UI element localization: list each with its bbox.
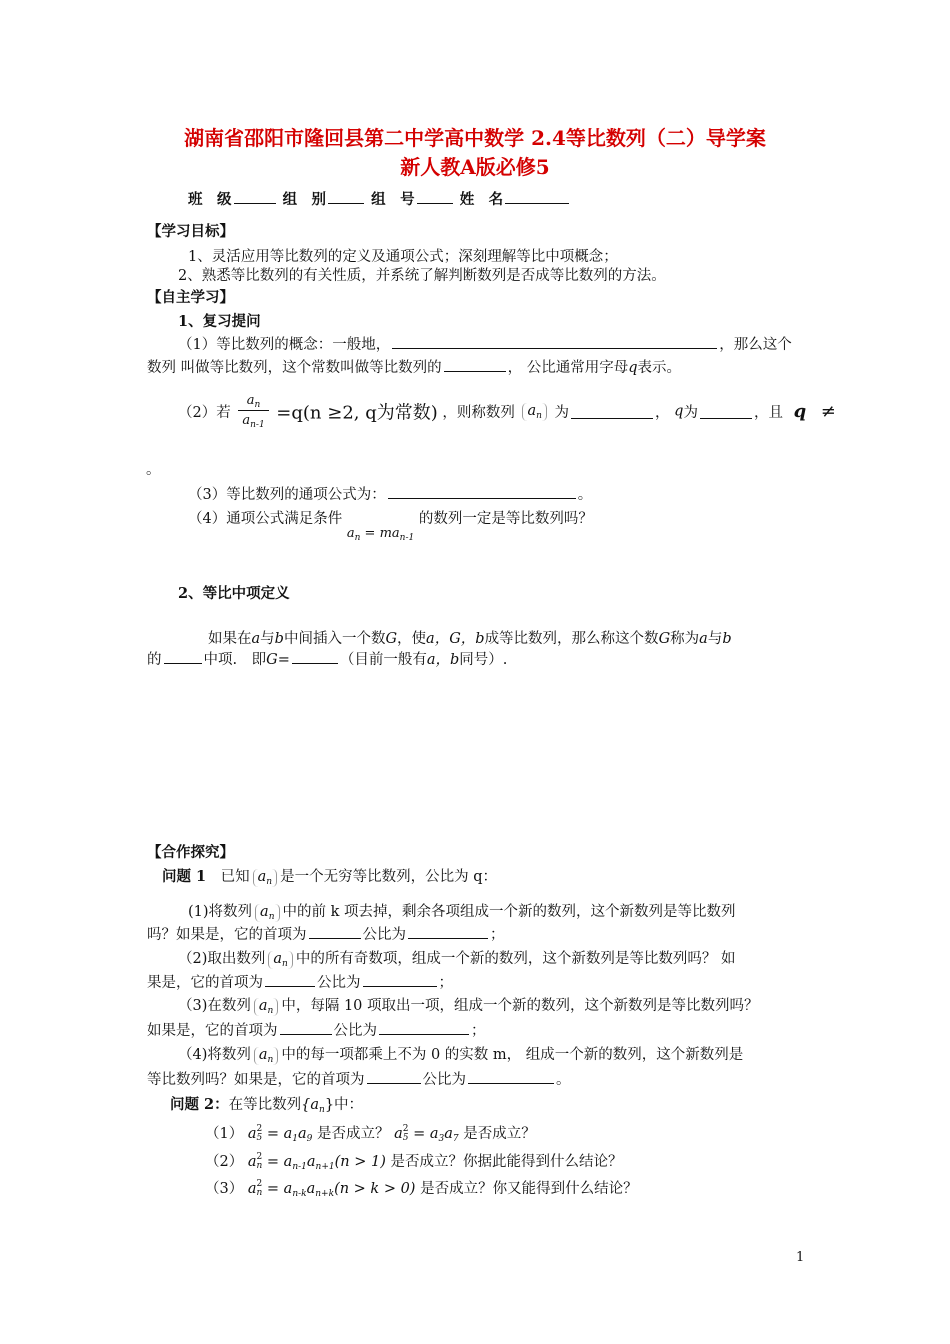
problem2-row1: （1） a 2 5 = $a_1a_9$ 是否成立？ a 2 5 = $a_3a_7$ 是否成立？	[205, 1124, 536, 1144]
class-blank[interactable]	[234, 189, 276, 204]
group-no-label: 组 号	[371, 191, 415, 208]
problem2-row2: （2） a 2 n = $a_{n-1}a_{n+1}(n > 1)$ 是否成立？你据此能得到什么结论？	[205, 1152, 623, 1172]
p1-s2-blank-ratio[interactable]	[363, 972, 437, 987]
p1-s3-line1: （3)在数列 $a_n$ 中，每隔 10 项取出一项，组成一个新的数列，这个新数列是等比数列吗？	[178, 998, 759, 1016]
p1-s3-line2: 如果是，它的首项为 公比为 ；	[147, 1019, 486, 1040]
section-self-study: 【自主学习】	[147, 289, 234, 306]
q4-formula: $a_n = ma_{n-1}$	[346, 526, 415, 543]
problem2-intro: 问题 2：在等比数列$\{a_n\}$中：	[170, 1096, 364, 1115]
section-coop: 【合作探究】	[147, 844, 234, 861]
p1-sequence: $a_n$	[253, 869, 277, 887]
middle-para-line2: 的 中项. 即G= （目前一般有a，b同号）.	[147, 648, 507, 669]
q1-blank-definition[interactable]	[392, 334, 717, 349]
q2-equation: =q(n ≥2, q为常数)	[276, 402, 438, 424]
q2-end-mark: 。	[146, 462, 161, 478]
header-fields	[188, 188, 571, 209]
p1-s2-blank-first[interactable]	[265, 972, 315, 987]
p1-s1-line1: (1)将数列 $a_n$ 中的前 k 项去掉，剩余各项组成一个新的数列，这个新数列是等比数列	[188, 904, 736, 922]
middle-heading: 2、等比中项定义	[178, 585, 290, 602]
review-q3: （3）等比数列的通项公式为： 。	[188, 483, 592, 504]
q2-fraction: $\frac{a_n}{a_{n-1}}$	[238, 393, 268, 430]
title-line-1: 湖南省邵阳市隆回县第二中学高中数学 2.4等比数列（二）导学案	[184, 126, 766, 150]
q2-sequence: $a_n$	[522, 403, 546, 421]
p1-s3-blank-first[interactable]	[280, 1020, 332, 1035]
p1-s1-blank-ratio[interactable]	[408, 924, 488, 939]
p1-s4-blank-ratio[interactable]	[468, 1069, 554, 1084]
group-label: 组 别	[282, 191, 327, 208]
q2-blank-q[interactable]	[700, 404, 752, 419]
problem2-row3: （3） a 2 n = $a_{n-k}a_{n+k}(n > k > 0)$ 是否成立？你又能得到什么结论？	[205, 1179, 638, 1199]
p1-s2-line1: （2)取出数列 $a_n$ 中的所有奇数项，组成一个新的数列，这个新数列是等比数列吗？ 如	[178, 951, 736, 969]
section-goals: 【学习目标】	[147, 223, 234, 240]
problem1-intro: 问题 1 已知 $a_n$ 是一个无穷等比数列，公比为 q：	[162, 868, 497, 887]
middle-para-line1: 如果在a与b中间插入一个数G，使a，G，b成等比数列，那么称这个数G称为a与b	[208, 631, 732, 647]
q2-blank-name[interactable]	[571, 404, 653, 419]
p1-s1-line2: 吗？如果是，它的首项为 公比为 ；	[147, 923, 505, 944]
p1-s1-blank-first[interactable]	[309, 924, 361, 939]
p1-s3-blank-ratio[interactable]	[379, 1020, 469, 1035]
p1-s2-line2: 果是，它的首项为 公比为 ；	[147, 971, 453, 992]
group-blank[interactable]	[328, 189, 364, 204]
review-q1-line2: 数列 叫做等比数列，这个常数叫做等比数列的 ， 公比通常用字母q表示。	[147, 356, 681, 377]
middle-blank-G[interactable]	[292, 649, 338, 664]
goal-2: 2、熟悉等比数列的有关性质，并系统了解判断数列是否成等比数列的方法。	[178, 268, 666, 284]
p1-s4-line1: （4)将数列 $a_n$ 中的每一项都乘上不为 0 的实数 m， 组成一个新的数列，这个新数列是	[178, 1047, 744, 1065]
class-label: 班 级	[188, 191, 232, 208]
goal-1: 1、灵活应用等比数列的定义及通项公式；深刻理解等比中项概念；	[188, 249, 618, 265]
q3-blank-formula[interactable]	[388, 484, 576, 499]
page-number: 1	[796, 1250, 805, 1265]
middle-blank-name[interactable]	[164, 649, 202, 664]
p1-s4-blank-first[interactable]	[367, 1069, 421, 1084]
review-q4: （4）通项公式满足条件 $a_n = ma_{n-1}$ 的数列一定是等比数列吗？	[188, 511, 593, 543]
name-blank[interactable]	[505, 189, 569, 204]
review-q2: （2）若 $\frac{a_n}{a_{n-1}}$ =q(n ≥2, q为常数) ，则称数列 $a_n$ 为 ， q为 ，且 q ≠	[178, 393, 836, 430]
group-no-blank[interactable]	[417, 189, 453, 204]
q1-blank-ratio[interactable]	[444, 357, 506, 372]
title-line-2: 新人教A版必修5	[400, 155, 550, 179]
review-q1-line1: （1）等比数列的概念：一般地， ，那么这个	[178, 333, 792, 354]
review-heading: 1、复习提问	[178, 313, 261, 330]
p1-s4-line2: 等比数列吗？如果是，它的首项为 公比为 。	[147, 1068, 571, 1089]
name-label: 姓 名	[459, 191, 504, 208]
